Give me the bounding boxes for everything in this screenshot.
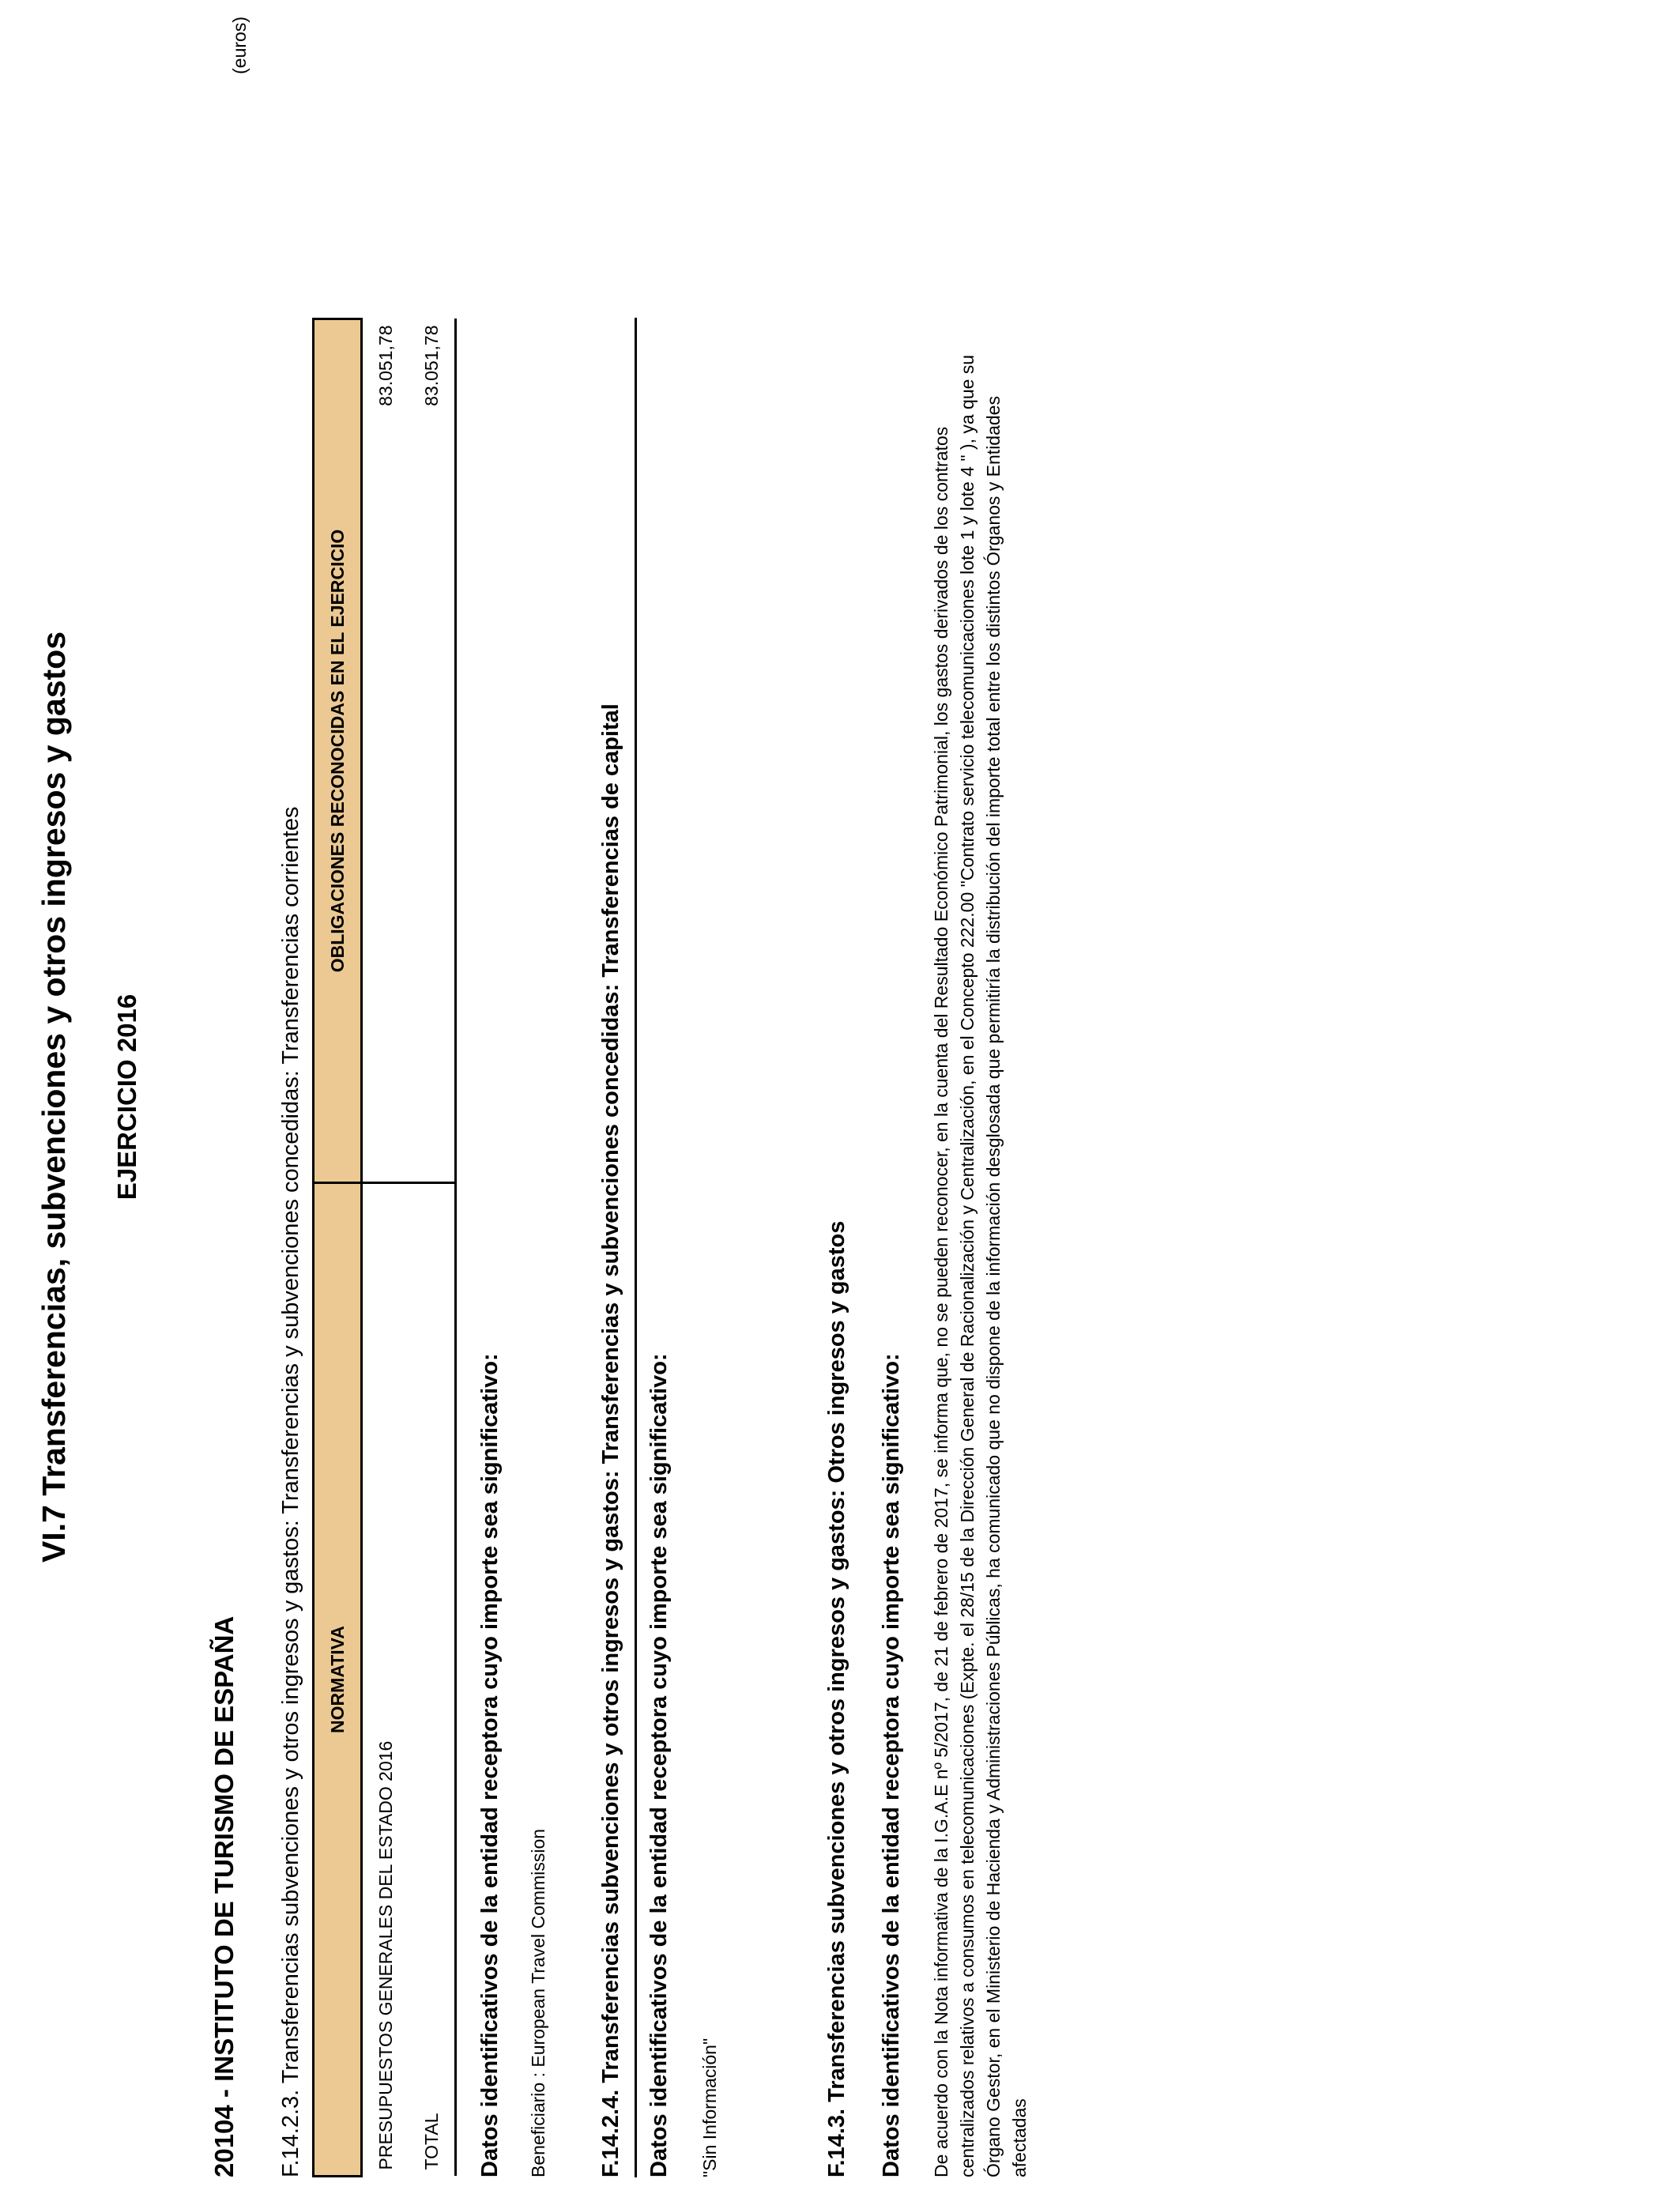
section-f1424-datos-heading: Datos identificativos de la entidad receptora cuyo importe sea significativo: [646,1353,672,2177]
row-label: PRESUPUESTOS GENERALES DEL ESTADO 2016 [362,1183,409,2177]
entity-heading: 20104 - INSTITUTO DE TURISMO DE ESPAÑA [209,1615,239,2177]
table-row [362,319,409,2177]
table-row-total [409,319,456,2177]
sin-informacion-text: "Sin Información" [699,2038,720,2177]
column-header-normativa: NORMATIVA [314,1183,362,2177]
table-header-row [314,319,362,2177]
section-f1423-datos-heading: Datos identificativos de la entidad receptora cuyo importe sea significativo: [477,1353,503,2177]
section-f1424-heading: F.14.2.4. Transferencias subvenciones y otros ingresos y gastos: Transferencias y subvenciones concedidas: Transferencias de capital [598,703,623,2177]
transfers-table [312,318,457,2177]
row-value: 83.051,78 [362,319,409,1183]
section-f1423-heading: F.14.2.3. Transferencias subvenciones y otros ingresos y gastos: Transferencias y subvenciones concedidas: Transferencias corrientes [278,806,303,2177]
beneficiary-text: Beneficiario : European Travel Commission [528,1828,548,2177]
section-f143-datos-heading: Datos identificativos de la entidad receptora cuyo importe sea significativo: [879,1353,904,2177]
row-value: 83.051,78 [409,319,456,1183]
units-label: (euros) [229,17,250,74]
explanatory-note: De acuerdo con la Nota informativa de la I.G.A.E nº 5/2017, de 21 de febrero de 2017, se informa que, no se pueden reconocer, en la cuenta del Resultado Económico Patrimonial, los gastos derivados de los contratos centralizados relativos a consumos en telecomunicaciones (Expte. el 28/15 de la Dirección General de Racionalización y Centralización, en el Concepto 222.00 "Contrato servicio telecomunicaciones lote 1 y lote 4 " ), ya que su Órgano Gestor, en el Ministerio de Hacienda y Administraciones Públicas, ha comunicado que no dispone de la información desglosada que permitiría la distribución del importe total entre los distintos Órganos y Entidades afectadas [931,354,1030,2177]
section-divider [635,318,637,2177]
row-label: TOTAL [409,1183,456,2177]
column-header-obligaciones: OBLIGACIONES RECONOCIDAS EN EL EJERCICIO [314,319,362,1183]
fiscal-year: EJERCICIO 2016 [112,993,141,1201]
section-f143-heading: F.14.3. Transferencias subvenciones y otros ingresos y gastos: Otros ingresos y gastos [824,1220,849,2177]
page-title: VI.7 Transferencias, subvenciones y otros ingresos y gastos [36,631,72,1563]
